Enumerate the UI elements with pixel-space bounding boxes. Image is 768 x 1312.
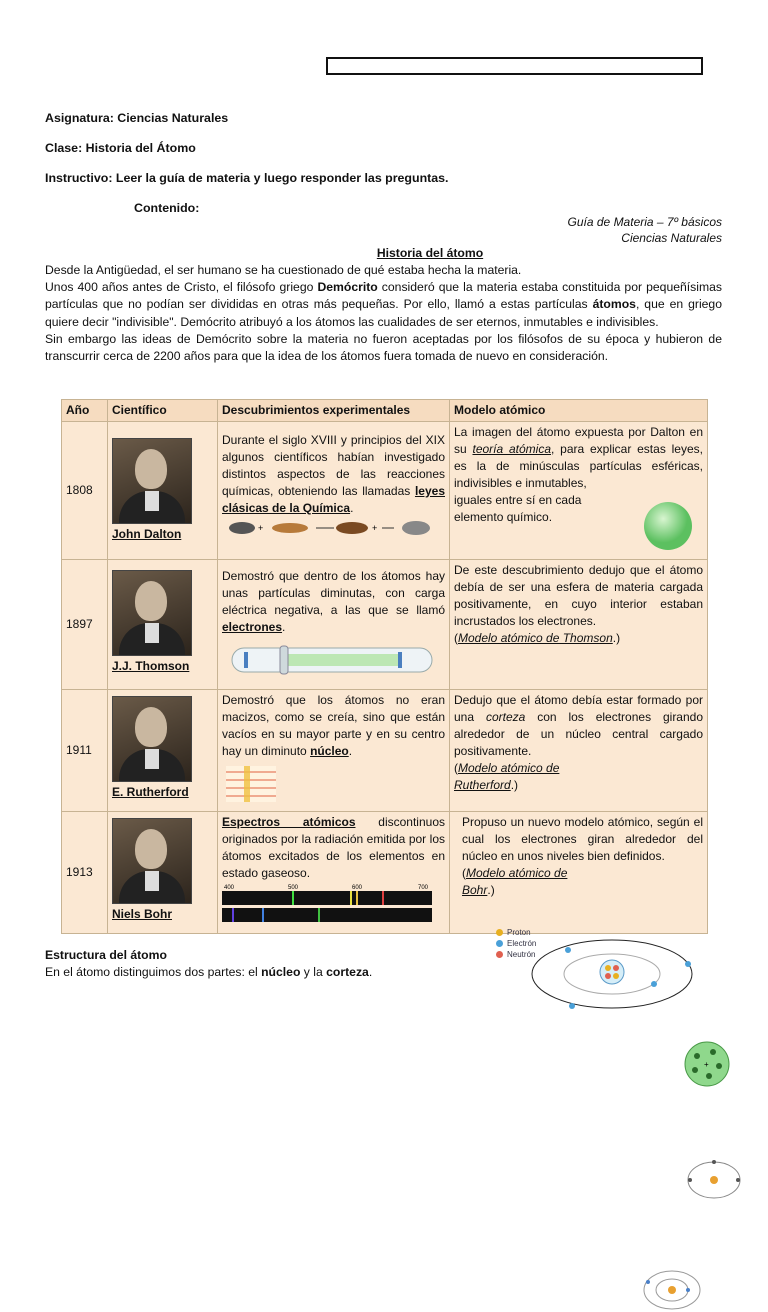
year-cell: 1808 [62, 422, 108, 560]
header-scientist: Científico [108, 400, 218, 422]
gold-foil-illustration [222, 764, 282, 804]
discovery-cell: Demostró que los átomos no eran macizos, como se creía, sino que están vacíos en su mayor parte y en su centro hay un diminuto núcleo. [218, 690, 450, 812]
atom-structure-diagram [528, 932, 728, 1024]
scientist-portrait [112, 818, 192, 904]
discovery-cell: Durante el siglo XVIII y principios del XIX algunos científicos habían investigado distintos aspectos de las reacciones químicas, obteniendo las llamadas leyes clásicas de la Química. + + [218, 422, 450, 560]
cathode-tube-illustration [222, 640, 446, 680]
reaction-illustration [222, 517, 446, 537]
intro-paragraph-3: Sin embargo las ideas de Demócrito sobre la materia no fueron aceptadas por los filósofos de su época y hubieron de transcurrir cerca de 2200 años para que la idea de los átomos fuera tomada de nuevo en consideración. [45, 331, 722, 364]
scientist-cell [108, 690, 218, 812]
guide-subject: Ciencias Naturales [621, 231, 722, 245]
content-label: Contenido: [134, 201, 200, 215]
rutherford-model-icon [684, 1158, 744, 1202]
scientist-portrait [112, 696, 192, 782]
scientist-portrait [112, 438, 192, 524]
dalton-sphere-icon [640, 500, 700, 552]
legend-item: Proton [496, 927, 536, 938]
discovery-cell: Espectros atómicos discontinuos originados por la radiación emitida por los átomos excitados de los elementos en estado gaseoso. 400 500 600 700 [218, 812, 450, 934]
electron-icon [496, 940, 503, 947]
bohr-model-icon [640, 1268, 704, 1312]
scientist-cell [108, 422, 218, 560]
spectrum-tick: 600 [352, 885, 363, 891]
model-cell: Propuso un nuevo modelo atómico, según el cual los electrones giran alrededor del núcleo en unos niveles bien definidos. (Modelo atómico de Bohr.) [450, 812, 708, 934]
thomson-model-icon [683, 1040, 731, 1088]
table-row [62, 422, 708, 560]
instructions-line: Instructivo: Leer la guía de materia y luego responder las preguntas. [45, 171, 449, 185]
scientist-name: Niels Bohr [112, 907, 173, 921]
intro-paragraph-2: Unos 400 años antes de Cristo, el filósofo griego Demócrito consideró que la materia estaba constituida por pequeñísimas partículas que no podían ser divididas en otras más pequeñas. Por ello, llamó a estas partículas átomos, que en griego quiere decir "indivisible". Demócrito atribuyó a los átomos las cualidades de ser eternos, inmutables e indivisibles. [45, 280, 722, 329]
scientist-portrait [112, 570, 192, 656]
discovery-cell: Demostró que dentro de los átomos hay unas partículas diminutas, con carga eléctrica negativa, a las que se llamó electrones. [218, 560, 450, 690]
model-cell: Dedujo que el átomo debía estar formado por una corteza con los electrones girando alrededor de un núcleo central cargado positivamente. (Modelo atómico de Rutherford.) [450, 690, 708, 812]
table-row [62, 560, 708, 690]
structure-title: Estructura del átomo [45, 948, 167, 962]
guide-title: Guía de Materia – 7º básicos [567, 215, 722, 229]
scientist-name: E. Rutherford [112, 785, 189, 799]
svg-text:+: + [703, 1059, 709, 1069]
neutron-icon [496, 951, 503, 958]
legend-item: Electrón [496, 938, 536, 949]
svg-text:+: + [372, 523, 378, 533]
spectrum-illustration [222, 882, 434, 926]
model-cell: De este descubrimiento dedujo que el átomo debía de ser una esfera de materia cargada positivamente, en cuyo interior estaban incrustados los electrones. (Modelo atómico de Thomson.) + [450, 560, 708, 690]
table-row [62, 812, 708, 934]
scientist-cell [108, 560, 218, 690]
intro-paragraph-1: Desde la Antigüedad, el ser humano se ha cuestionado de qué estaba hecha la materia. [45, 263, 522, 277]
legend-item: Neutrón [496, 949, 536, 960]
model-cell: La imagen del átomo expuesta por Dalton en su teoría atómica, para explicar estas leyes, es la de minúsculas partículas esféricas, indivisibles e inmutables, iguales entre sí en cada elemento químico. [450, 422, 708, 560]
section-title: Historia del átomo [376, 246, 484, 260]
scientist-cell [108, 812, 218, 934]
proton-icon [496, 929, 503, 936]
year-cell: 1911 [62, 690, 108, 812]
table-header-row [62, 400, 708, 422]
spectrum-tick: 400 [224, 885, 235, 891]
table-row [62, 690, 708, 812]
dalton-model-text: iguales entre sí en cada elemento químico. [454, 493, 582, 524]
header-year: Año [62, 400, 108, 422]
svg-text:+: + [258, 523, 264, 533]
year-cell: 1913 [62, 812, 108, 934]
subject-line: Asignatura: Ciencias Naturales [45, 111, 229, 125]
year-cell: 1897 [62, 560, 108, 690]
scientist-name: John Dalton [112, 527, 182, 541]
scientist-name: J.J. Thomson [112, 659, 190, 673]
structure-text: En el átomo distinguimos dos partes: el núcleo y la corteza. [45, 965, 373, 979]
spectrum-tick: 700 [418, 885, 429, 891]
header-discoveries: Descubrimientos experimentales [218, 400, 450, 422]
name-field[interactable] [326, 57, 703, 75]
spectrum-tick: 500 [288, 885, 299, 891]
class-line: Clase: Historia del Átomo [45, 141, 196, 155]
intro-text [45, 262, 722, 365]
header-model: Modelo atómico [450, 400, 708, 422]
